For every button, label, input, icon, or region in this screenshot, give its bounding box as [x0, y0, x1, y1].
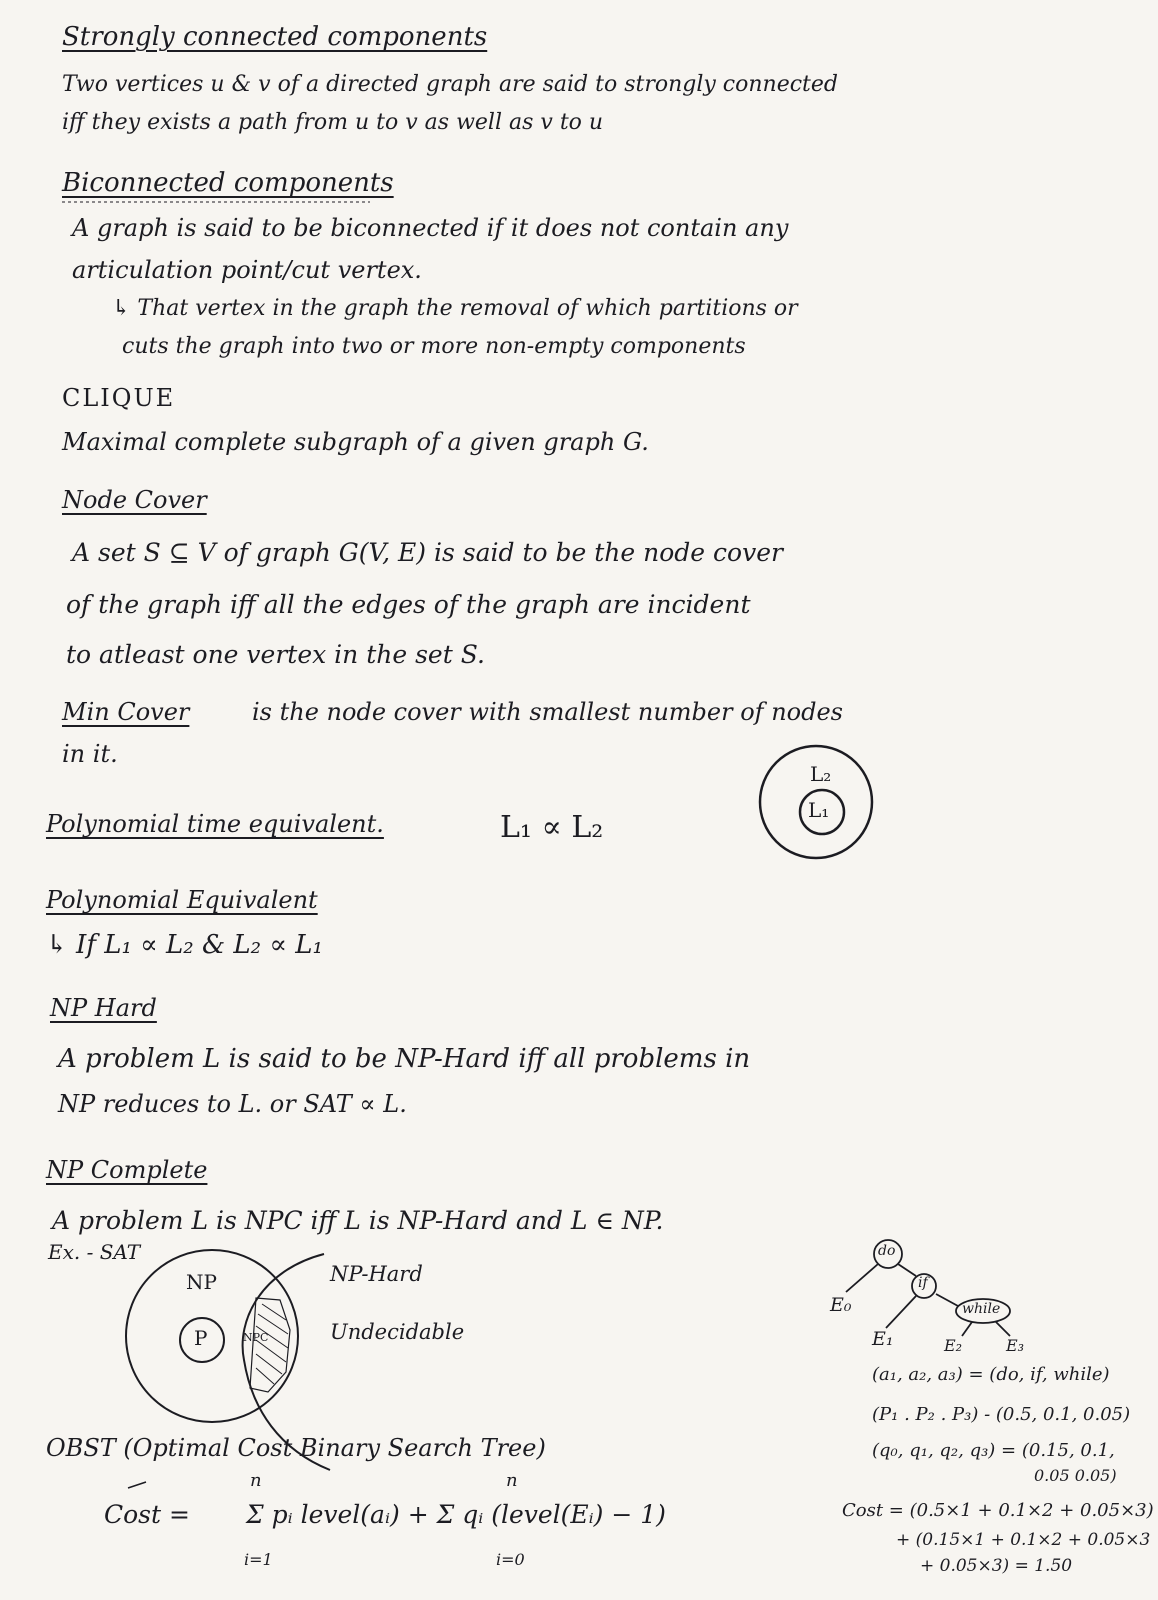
tree-eq-keys: (a₁, a₂, a₃) = (do, if, while) [872, 1364, 1110, 1385]
heading-biconnected: Biconnected components [62, 168, 394, 198]
tree-label-do: do [878, 1243, 896, 1259]
obst-sum2-top: n [506, 1470, 518, 1491]
tree-eq-q-cont: 0.05 0.05) [1034, 1466, 1117, 1485]
tree-cost-line1: Cost = (0.5×1 + 0.1×2 + 0.05×3) [842, 1500, 1154, 1521]
strongly-connected-line1: Two vertices u & v of a directed graph are said to strongly connected [62, 72, 838, 97]
obst-formula: Σ pᵢ level(aᵢ) + Σ qᵢ (level(Eᵢ) − 1) [246, 1500, 666, 1529]
label-l1-inner: L₁ [808, 798, 830, 822]
heading-poly-equiv: Polynomial Equivalent [46, 886, 318, 914]
biconnected-line1: A graph is said to be biconnected if it does not contain any [72, 214, 789, 242]
venn-label-p: P [194, 1326, 208, 1350]
heading-np-hard: NP Hard [50, 994, 157, 1022]
label-l2-outer: L₂ [810, 762, 832, 786]
biconnected-line3: ↳ That vertex in the graph the removal of which partitions or [112, 296, 798, 321]
obst-sum1-top: n [250, 1470, 262, 1491]
tree-label-while: while [962, 1301, 1001, 1317]
heading-clique: CLIQUE [62, 384, 176, 412]
np-complete-example: Ex. - SAT [48, 1240, 141, 1264]
poly-time-relation: L₁ ∝ L₂ [500, 810, 604, 845]
venn-label-npc: NPC [243, 1331, 269, 1344]
tree-label-if: if [918, 1275, 928, 1291]
venn-label-np: NP [186, 1270, 217, 1294]
min-cover-line1: is the node cover with smallest number of nodes [252, 698, 843, 726]
tree-label-e0: E₀ [830, 1294, 852, 1316]
heading-np-complete: NP Complete [46, 1156, 208, 1184]
biconnected-line2: articulation point/cut vertex. [72, 256, 422, 284]
obst-cost-label: Cost = [104, 1500, 190, 1529]
np-hard-line1: A problem L is said to be NP-Hard iff all problems in [58, 1044, 751, 1074]
strike-mark [128, 1482, 146, 1488]
venn-label-undecidable: Undecidable [330, 1320, 465, 1344]
tree-cost-line3: + 0.05×3) = 1.50 [920, 1556, 1073, 1576]
tree-eq-q: (q₀, q₁, q₂, q₃) = (0.15, 0.1, [872, 1440, 1115, 1461]
venn-label-nphard: NP-Hard [330, 1262, 423, 1286]
heading-poly-time-equiv: Polynomial time equivalent. [46, 810, 384, 838]
heading-obst: OBST (Optimal Cost Binary Search Tree) [46, 1434, 546, 1462]
biconnected-line4: cuts the graph into two or more non-empty components [122, 334, 746, 359]
heading-min-cover: Min Cover [62, 698, 190, 726]
heading-node-cover: Node Cover [62, 486, 207, 514]
node-cover-line2: of the graph iff all the edges of the graph are incident [66, 590, 751, 619]
clique-line1: Maximal complete subgraph of a given graph G. [62, 428, 649, 456]
np-hard-line2: NP reduces to L. or SAT ∝ L. [58, 1090, 407, 1118]
poly-equiv-line1: ↳ If L₁ ∝ L₂ & L₂ ∝ L₁ [46, 930, 323, 960]
min-cover-line2: in it. [62, 740, 118, 768]
node-cover-line1: A set S ⊆ V of graph G(V, E) is said to be the node cover [72, 538, 783, 567]
node-cover-line3: to atleast one vertex in the set S. [66, 640, 485, 669]
tree-eq-p: (P₁ . P₂ . P₃) - (0.5, 0.1, 0.05) [872, 1404, 1131, 1425]
obst-sum2-bottom: i=0 [496, 1550, 525, 1569]
tree-label-e1: E₁ [872, 1328, 894, 1350]
strongly-connected-line2: iff they exists a path from u to v as well as v to u [62, 110, 604, 135]
heading-strongly-connected: Strongly connected components [62, 22, 488, 52]
tree-cost-line2: + (0.15×1 + 0.1×2 + 0.05×3 [896, 1530, 1151, 1550]
np-complete-line1: A problem L is NPC iff L is NP-Hard and L ∈ NP. [52, 1206, 664, 1235]
tree-label-e2: E₂ [944, 1336, 963, 1355]
tree-label-e3: E₃ [1006, 1336, 1025, 1355]
tree-diagram [846, 1240, 1010, 1336]
obst-sum1-bottom: i=1 [244, 1550, 273, 1569]
